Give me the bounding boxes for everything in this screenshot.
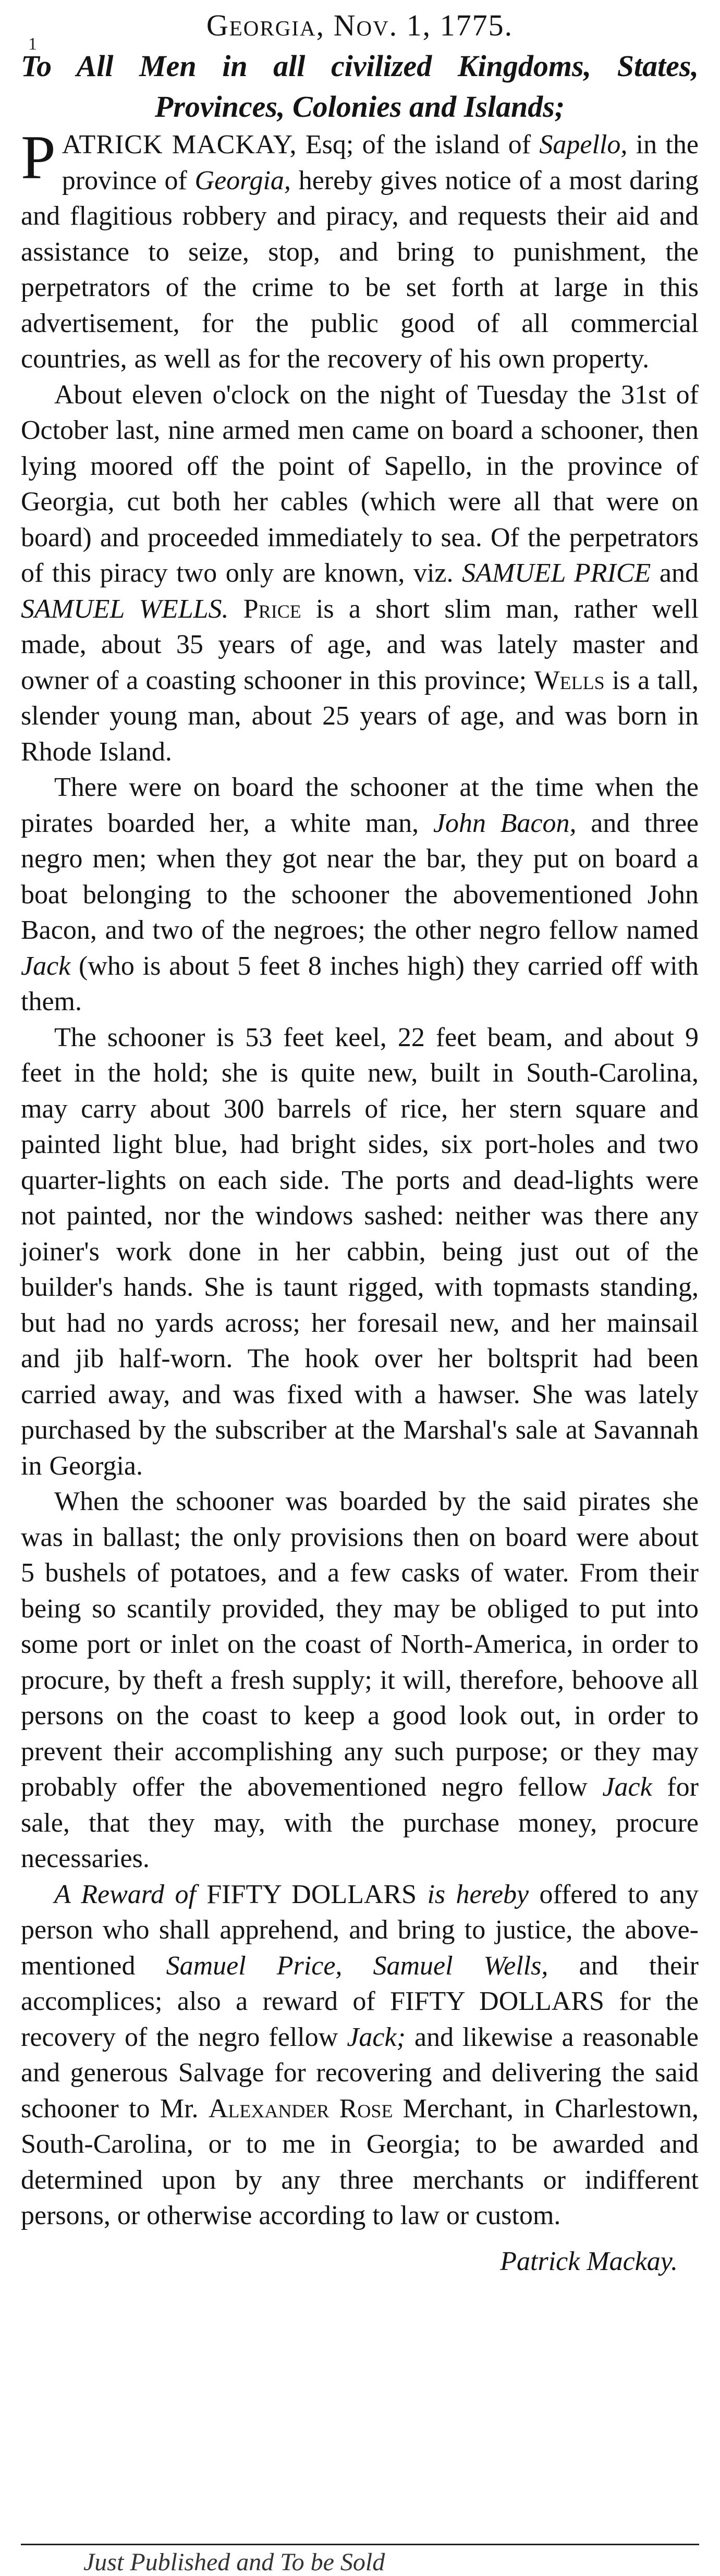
address-heading: To All Men in all civilized Kingdoms, States, Provinces, Colonies and Islands;: [21, 49, 699, 124]
p1-text-1: Esq; of the island of: [297, 130, 540, 160]
p2-text-4: is a tall, slender young man, about 25 years of age, and was born in Rhode Island.: [21, 665, 699, 767]
next-ad-heading-fragment: Just Published and To be Sold: [83, 2548, 385, 2576]
p3-text-2: and three negro men; when they got near the bar, they put on board a boat belonging to the schooner the abovementioned John Bacon, and two of the negroes; the other negro fellow named: [21, 808, 699, 945]
price-smallcaps: Price: [228, 594, 301, 624]
merchant-name: Alexander Rose: [208, 2093, 393, 2124]
p1-text-2: in the province of: [62, 130, 699, 195]
province-name: Georgia,: [194, 165, 291, 195]
p6-text-1: offered to any person who shall apprehend, and bring to justice, the above-mentioned: [21, 1879, 699, 1981]
paragraph-3: [21, 770, 699, 1020]
reward-amount: FIFTY DOLLARS: [196, 1879, 428, 1909]
newspaper-column: [21, 0, 699, 2576]
p5-text-2: for sale, that they may, with the purchase money, procure necessaries.: [21, 1772, 699, 1873]
pirate-name-wells: SAMUEL WELLS.: [21, 594, 229, 624]
jack-name-2: Jack: [602, 1772, 652, 1802]
drop-cap: P: [21, 122, 56, 192]
signature: Patrick Mackay.: [500, 2246, 678, 2276]
accused-names: Samuel Price, Samuel Wells,: [166, 1951, 548, 1981]
jack-name-3: Jack;: [347, 2022, 406, 2052]
jack-name: Jack: [21, 951, 71, 981]
reward-lead: A Reward of: [54, 1879, 196, 1909]
p6-text-4: and likewise a reasonable and generous Salvage for recovering and delivering the said schooner to Mr.: [21, 2022, 699, 2124]
p2-text-1: About eleven o'clock on the night of Tuesday the 31st of October last, nine armed men came on board a schooner, then lying moored off the point of Sapello, in the province of Georgia, cut both her cables (which were all that were on board) and proceeded immediately to sea. Of the perpetrators of this piracy two only are known, viz.: [21, 379, 699, 588]
paragraph-4: The schooner is 53 feet keel, 22 feet beam, and about 9 feet in the hold; she is quite new, built in South-Carolina, may carry about 300 barrels of rice, her stern square and painted light blue, had bright sides, six port-holes and two quarter-lights on each side. The ports and dead-lights were not painted, nor the windows sashed: neither was there any joiner's work done in her cabbin, being just out of the builder's hands. She is taunt rigged, with topmasts standing, but had no yards across; her foresail new, and her mainsail and jib half-worn. The hook over her boltsprit had been carried away, and was fixed with a hawser. She was lately purchased by the subscriber at the Marshal's sale at Savannah in Georgia.: [21, 1022, 699, 1481]
p3-text-1: There were on board the schooner at the time when the pirates boarded her, a white man,: [21, 772, 699, 838]
p6-text-3: for the recovery of the negro fellow: [21, 1986, 699, 2052]
name-caps: ATRICK MACKAY,: [62, 130, 297, 160]
reward-amount-2: FIFTY DOLLARS: [390, 1986, 604, 2016]
p6-text-5: Merchant, in Charlestown, South-Carolina, or to me in Georgia; to be awarded and determined upon by any three merchants or indifferent persons, or otherwise according to law or custom.: [21, 2093, 699, 2230]
paragraph-1: [21, 122, 699, 377]
p3-text-3: (who is about 5 feet 8 inches high) they carried off with them.: [21, 951, 699, 1016]
paragraph-2: [21, 377, 699, 770]
dateline: Georgia, Nov. 1, 1775.: [206, 8, 514, 42]
reward-paragraph: [21, 1877, 699, 2234]
p6-text-2: and their accomplices; also a reward of: [21, 1951, 699, 2016]
p1-text-3: hereby gives notice of a most daring and flagitious robbery and piracy, and requests their aid and assistance to seize, stop, and bring to punishment, the perpetrators of the crime to be set forth at large in this advertisement, for the public good of all commercial countries, as well as for the recovery of his own property.: [21, 165, 699, 374]
column-rule: [21, 2544, 699, 2545]
p2-text-2: and: [651, 558, 699, 588]
p2-text-3: is a short slim man, rather well made, about 35 years of age, and was lately master and owner of a coasting schooner in this province;: [21, 594, 699, 695]
john-bacon-name: John Bacon,: [433, 808, 577, 838]
wells-smallcaps: Wells: [534, 665, 605, 695]
edge-mark: 1: [28, 34, 37, 54]
place-name: Sapello,: [539, 130, 628, 160]
p5-text-1: When the schooner was boarded by the said pirates she was in ballast; the only provisions then on board were about 5 bushels of potatoes, and a few casks of water. From their being so scantily provided, they may be obliged to put into some port or inlet on the coast of North-America, in order to procure, by theft a fresh supply; it will, therefore, behoove all persons on the coast to keep a good look out, in order to prevent their accomplishing any such purpose; or they may probably offer the abovementioned negro fellow: [21, 1487, 699, 1802]
pirate-name-price: SAMUEL PRICE: [462, 558, 651, 588]
reward-lead-2: is hereby: [427, 1879, 529, 1909]
paragraph-5: [21, 1484, 699, 1877]
